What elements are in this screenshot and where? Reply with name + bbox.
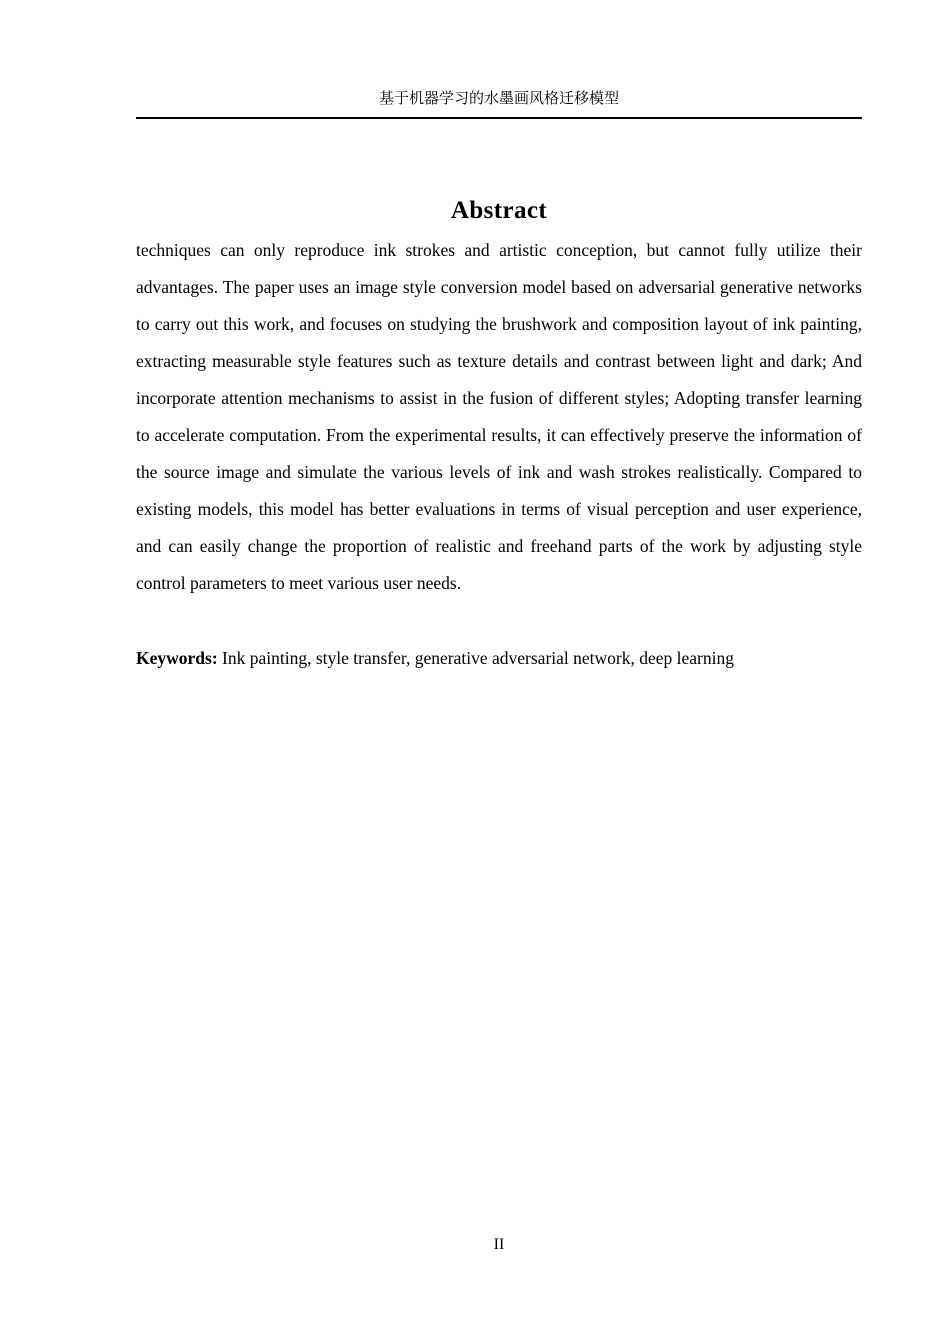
abstract-paragraph: techniques can only reproduce ink strokes and artistic conception, but cannot fully utilize their advantages. The paper uses an image style conversion model based on adversarial generative networks to carry out this work, and focuses on studying the brushwork and composition layout of ink painting, extracting measurable style features such as texture details and contrast between light and dark; And incorporate attention mechanisms to assist in the fusion of different styles; Adopting transfer learning to accelerate computation. From the experimental results, it can effectively preserve the information of the source image and simulate the various levels of ink and wash strokes realistically. Compared to existing models, this model has better evaluations in terms of visual perception and user experience, and can easily change the proportion of realistic and freehand parts of the work by adjusting style control parameters to meet various user needs. — [136, 240, 862, 593]
page-title: Abstract — [450, 196, 548, 224]
keywords-value: Ink painting, style transfer, generative adversarial network, deep learning — [222, 648, 734, 668]
keywords-label: Keywords: — [136, 648, 218, 668]
header-divider — [136, 117, 862, 119]
keywords-line — [136, 644, 862, 673]
page-number: II — [493, 1236, 505, 1253]
running-header: 基于机器学习的水墨画风格迁移模型 — [378, 89, 619, 107]
